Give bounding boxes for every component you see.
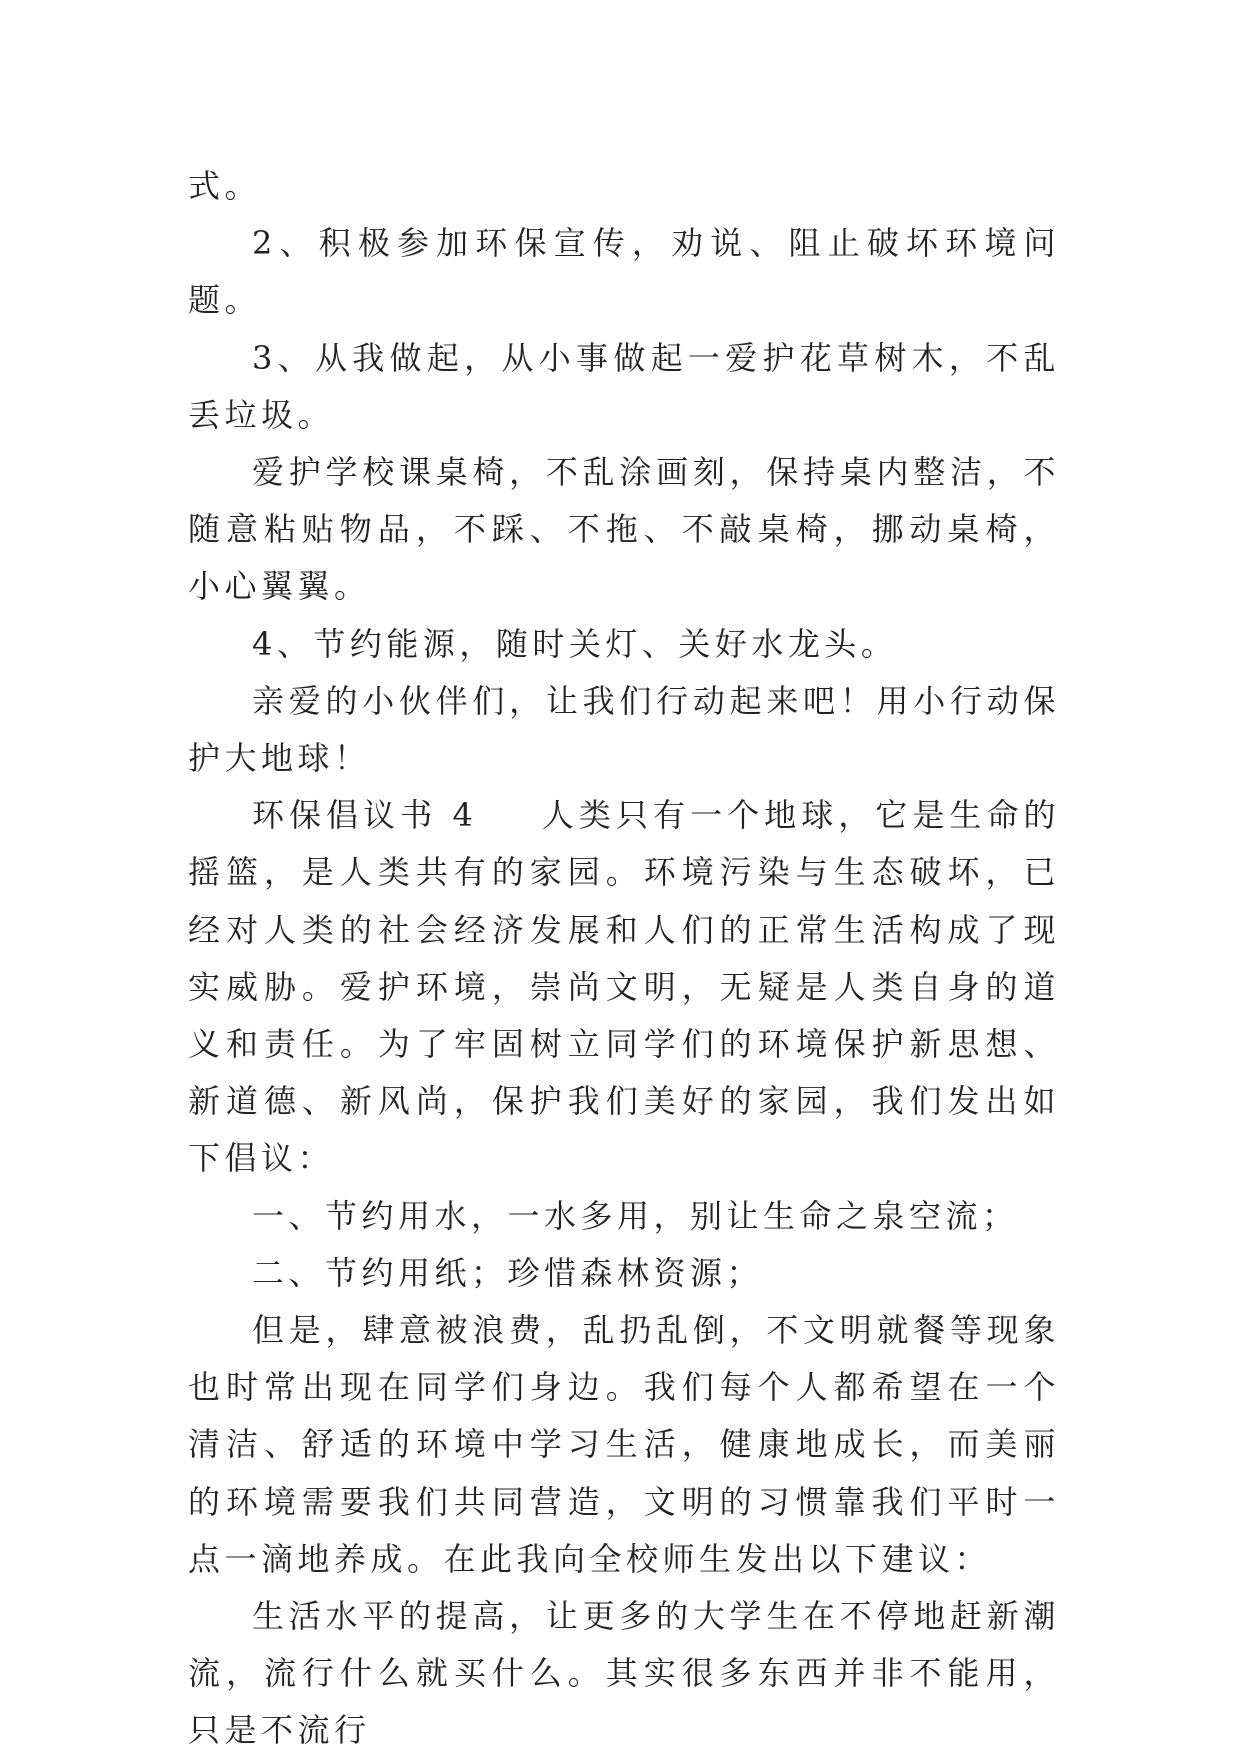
paragraph-consumption: 生活水平的提高，让更多的大学生在不停地赶新潮流，流行什么就买什么。其实很多东西并非不能用，只是不流行: [188, 1597, 1060, 1750]
document-body: [188, 158, 1060, 1760]
paragraph-proposal-1: 一、节约用水，一水多用，别让生命之泉空流；: [252, 1196, 1019, 1235]
paragraph-desk-care: 爱护学校课桌椅，不乱涂画刻，保持桌内整洁，不随意粘贴物品，不踩、不拖、不敲桌椅，挪动桌椅，小心翼翼。: [188, 453, 1060, 606]
paragraph-proposal-2: 二、节约用纸；珍惜森林资源；: [252, 1253, 764, 1292]
paragraph-item-2: 2、积极参加环保宣传，劝说、阻止破坏环境问题。: [188, 224, 1060, 320]
paragraph-item-3: 3、从我做起，从小事做起一爱护花草树木，不乱丢垃圾。: [188, 338, 1060, 434]
paragraph-proposal-4: [188, 787, 1060, 1187]
paragraph-continuation: 式。: [188, 167, 262, 205]
paragraph-item-4: 4、节约能源，随时关灯、关好水龙头。: [252, 624, 898, 663]
paragraph-waste-issue: 但是，肆意被浪费，乱扔乱倒，不文明就餐等现象也时常出现在同学们身边。我们每个人都希望在一个清洁、舒适的环境中学习生活，健康地成长，而美丽的环境需要我们共同营造，文明的习惯靠我们平时一点一滴地养成。在此我向全校师生发出以下建议：: [188, 1311, 1060, 1578]
section-intro-text: 人类只有一个地球，它是生命的摇篮，是人类共有的家园。环境污染与生态破坏，已经对人类的社会经济发展和人们的正常生活构成了现实威胁。爱护环境，崇尚文明，无疑是人类自身的道义和责任。为了牢固树立同学们的环境保护新思想、新道德、新风尚，保护我们美好的家园，我们发出如下倡议：: [188, 796, 1060, 1178]
section-heading: 环保倡议书 4: [252, 796, 478, 835]
paragraph-call-to-action: 亲爱的小伙伴们，让我们行动起来吧！用小行动保护大地球！: [188, 681, 1060, 778]
